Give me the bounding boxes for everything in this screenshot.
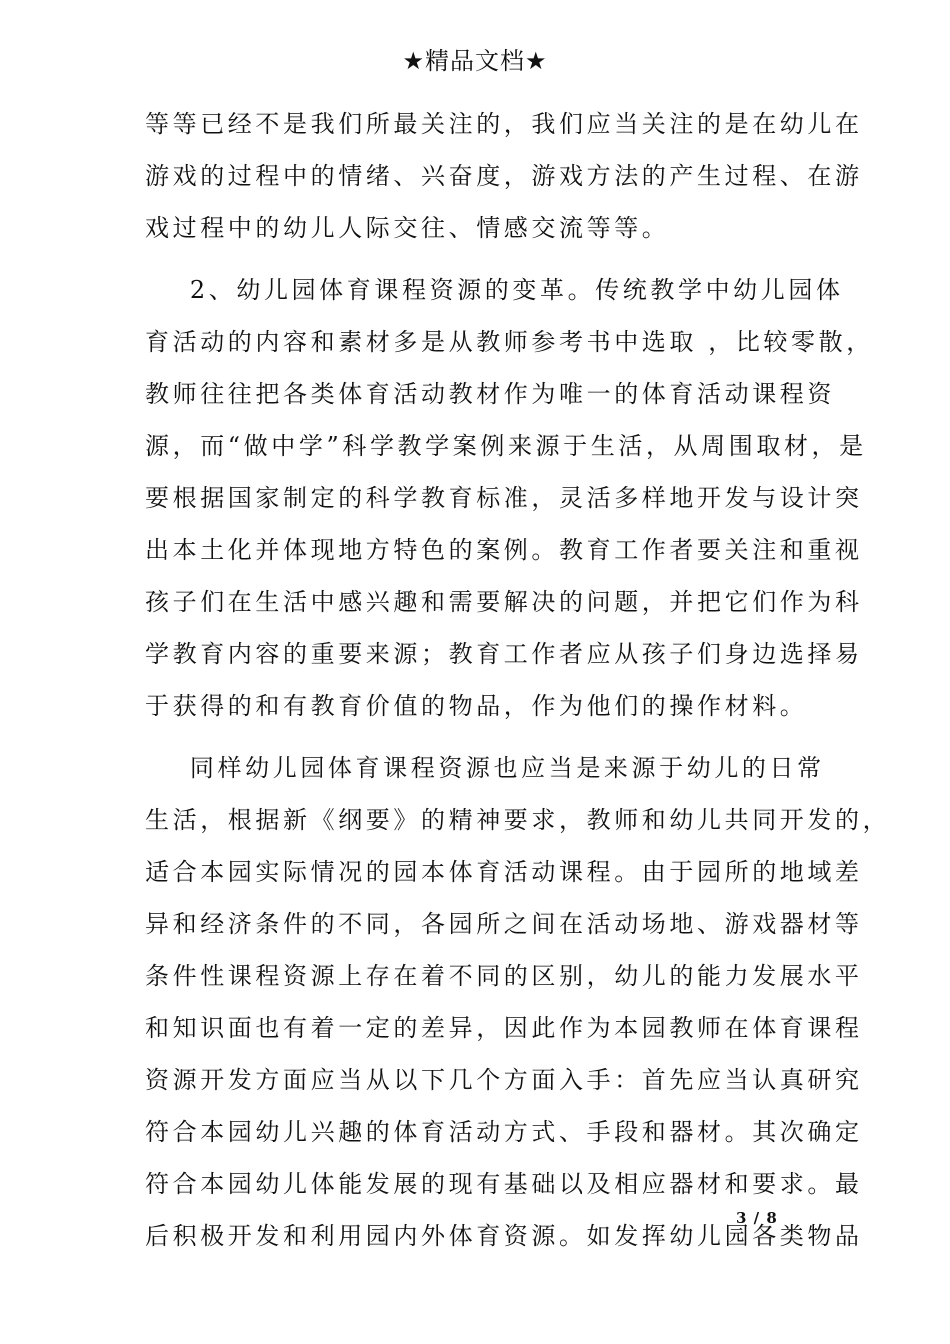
text-line: 源，而“做中学”科学教学案例来源于生活，从周围取材，是: [145, 432, 867, 460]
page-header-title: ★精品文档★: [402, 47, 548, 75]
text-line: 符合本园幼儿兴趣的体育活动方式、手段和器材。其次确定: [145, 1118, 863, 1146]
text-line: 生活，根据新《纲要》的精神要求，教师和幼儿共同开发的，: [145, 806, 891, 834]
paragraph-gap: [145, 732, 810, 742]
text-line: 要根据国家制定的科学教育标准，灵活多样地开发与设计突: [145, 484, 863, 512]
text-line: 教师往往把各类体育活动教材作为唯一的体育活动课程资: [145, 380, 835, 408]
page-number: 3 / 8: [736, 1209, 778, 1227]
text-line: 孩子们在生活中感兴趣和需要解决的问题，并把它们作为科: [145, 588, 863, 616]
paragraph-gap: [145, 254, 810, 264]
text-line: 资源开发方面应当从以下几个方面入手：首先应当认真研究: [145, 1066, 863, 1094]
text-line: 条件性课程资源上存在着不同的区别，幼儿的能力发展水平: [145, 962, 863, 990]
text-line: 2、幼儿园体育课程资源的变革。传统教学中幼儿园体: [145, 276, 844, 304]
text-line: 符合本园幼儿体能发展的现有基础以及相应器材和要求。最: [145, 1170, 863, 1198]
text-line: 适合本园实际情况的园本体育活动课程。由于园所的地域差: [145, 858, 863, 886]
text-line: 学教育内容的重要来源；教育工作者应从孩子们身边选择易: [145, 640, 863, 668]
text-line: 同样幼儿园体育课程资源也应当是来源于幼儿的日常: [145, 754, 825, 782]
text-line: 和知识面也有着一定的差异，因此作为本园教师在体育课程: [145, 1014, 863, 1042]
text-line: 于获得的和有教育价值的物品，作为他们的操作材料。: [145, 692, 808, 720]
text-line: 等等已经不是我们所最关注的，我们应当关注的是在幼儿在: [145, 110, 863, 138]
text-line: 后积极开发和利用园内外体育资源。如发挥幼儿园各类物品: [145, 1222, 863, 1250]
text-line: 异和经济条件的不同，各园所之间在活动场地、游戏器材等: [145, 910, 863, 938]
text-line: 出本土化并体现地方特色的案例。教育工作者要关注和重视: [145, 536, 863, 564]
text-line: 游戏的过程中的情绪、兴奋度，游戏方法的产生过程、在游: [145, 162, 863, 190]
text-line: 戏过程中的幼儿人际交往、情感交流等等。: [145, 214, 670, 242]
text-line: 育活动的内容和素材多是从教师参考书中选取 ，比较零散，: [145, 328, 874, 356]
document-body: [145, 98, 891, 1262]
